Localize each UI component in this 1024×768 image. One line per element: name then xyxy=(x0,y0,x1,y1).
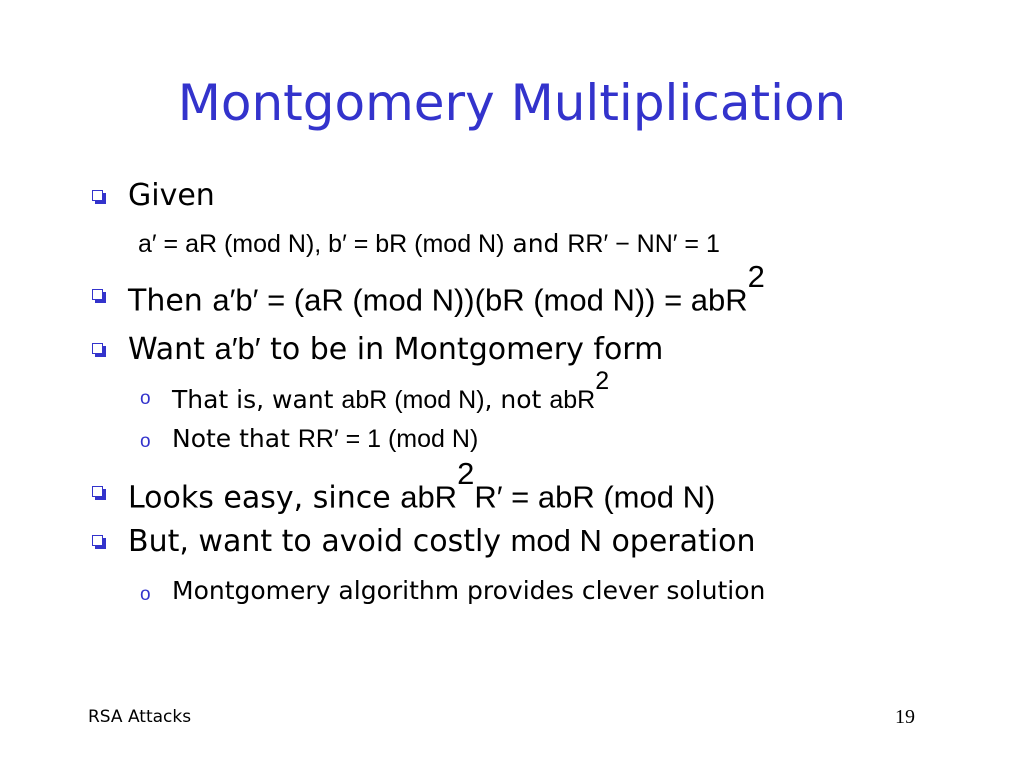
bullet-then: Then a′b′ = (aR (mod N))(bR (mod N)) = abR$^2$ xyxy=(128,259,765,319)
square-bullet-icon xyxy=(92,343,103,354)
square-bullet-icon xyxy=(92,190,103,201)
square-bullet-icon xyxy=(92,289,103,300)
sub-bullet-montgomery-algorithm: Montgomery algorithm provides clever solution xyxy=(172,576,766,605)
square-bullet-icon xyxy=(92,535,103,546)
sub-bullet-that-is: That is, want abR (mod N), not abR$^2$ xyxy=(172,367,610,414)
bullet-but: But, want to avoid costly mod N operation xyxy=(128,523,756,559)
slide-title: Montgomery Multiplication xyxy=(177,74,847,132)
bullet-looks-easy: Looks easy, since abR$^2$R′ = abR (mod N) xyxy=(128,456,716,516)
circle-bullet-icon: o xyxy=(140,584,151,605)
sub-bullet-definitions: a′ = aR (mod N), b′ = bR (mod N) and RR′ − NN′ = 1 xyxy=(138,229,720,258)
square-bullet-icon xyxy=(92,486,103,497)
bullet-given: Given xyxy=(128,178,215,213)
circle-bullet-icon: o xyxy=(140,388,151,409)
circle-bullet-icon: o xyxy=(140,431,151,452)
slide-number: 19 xyxy=(895,706,915,728)
footer-deck-title: RSA Attacks xyxy=(88,707,192,727)
bullet-want: Want a′b′ to be in Montgomery form xyxy=(128,331,664,367)
sub-bullet-note: Note that RR′ = 1 (mod N) xyxy=(172,424,479,453)
